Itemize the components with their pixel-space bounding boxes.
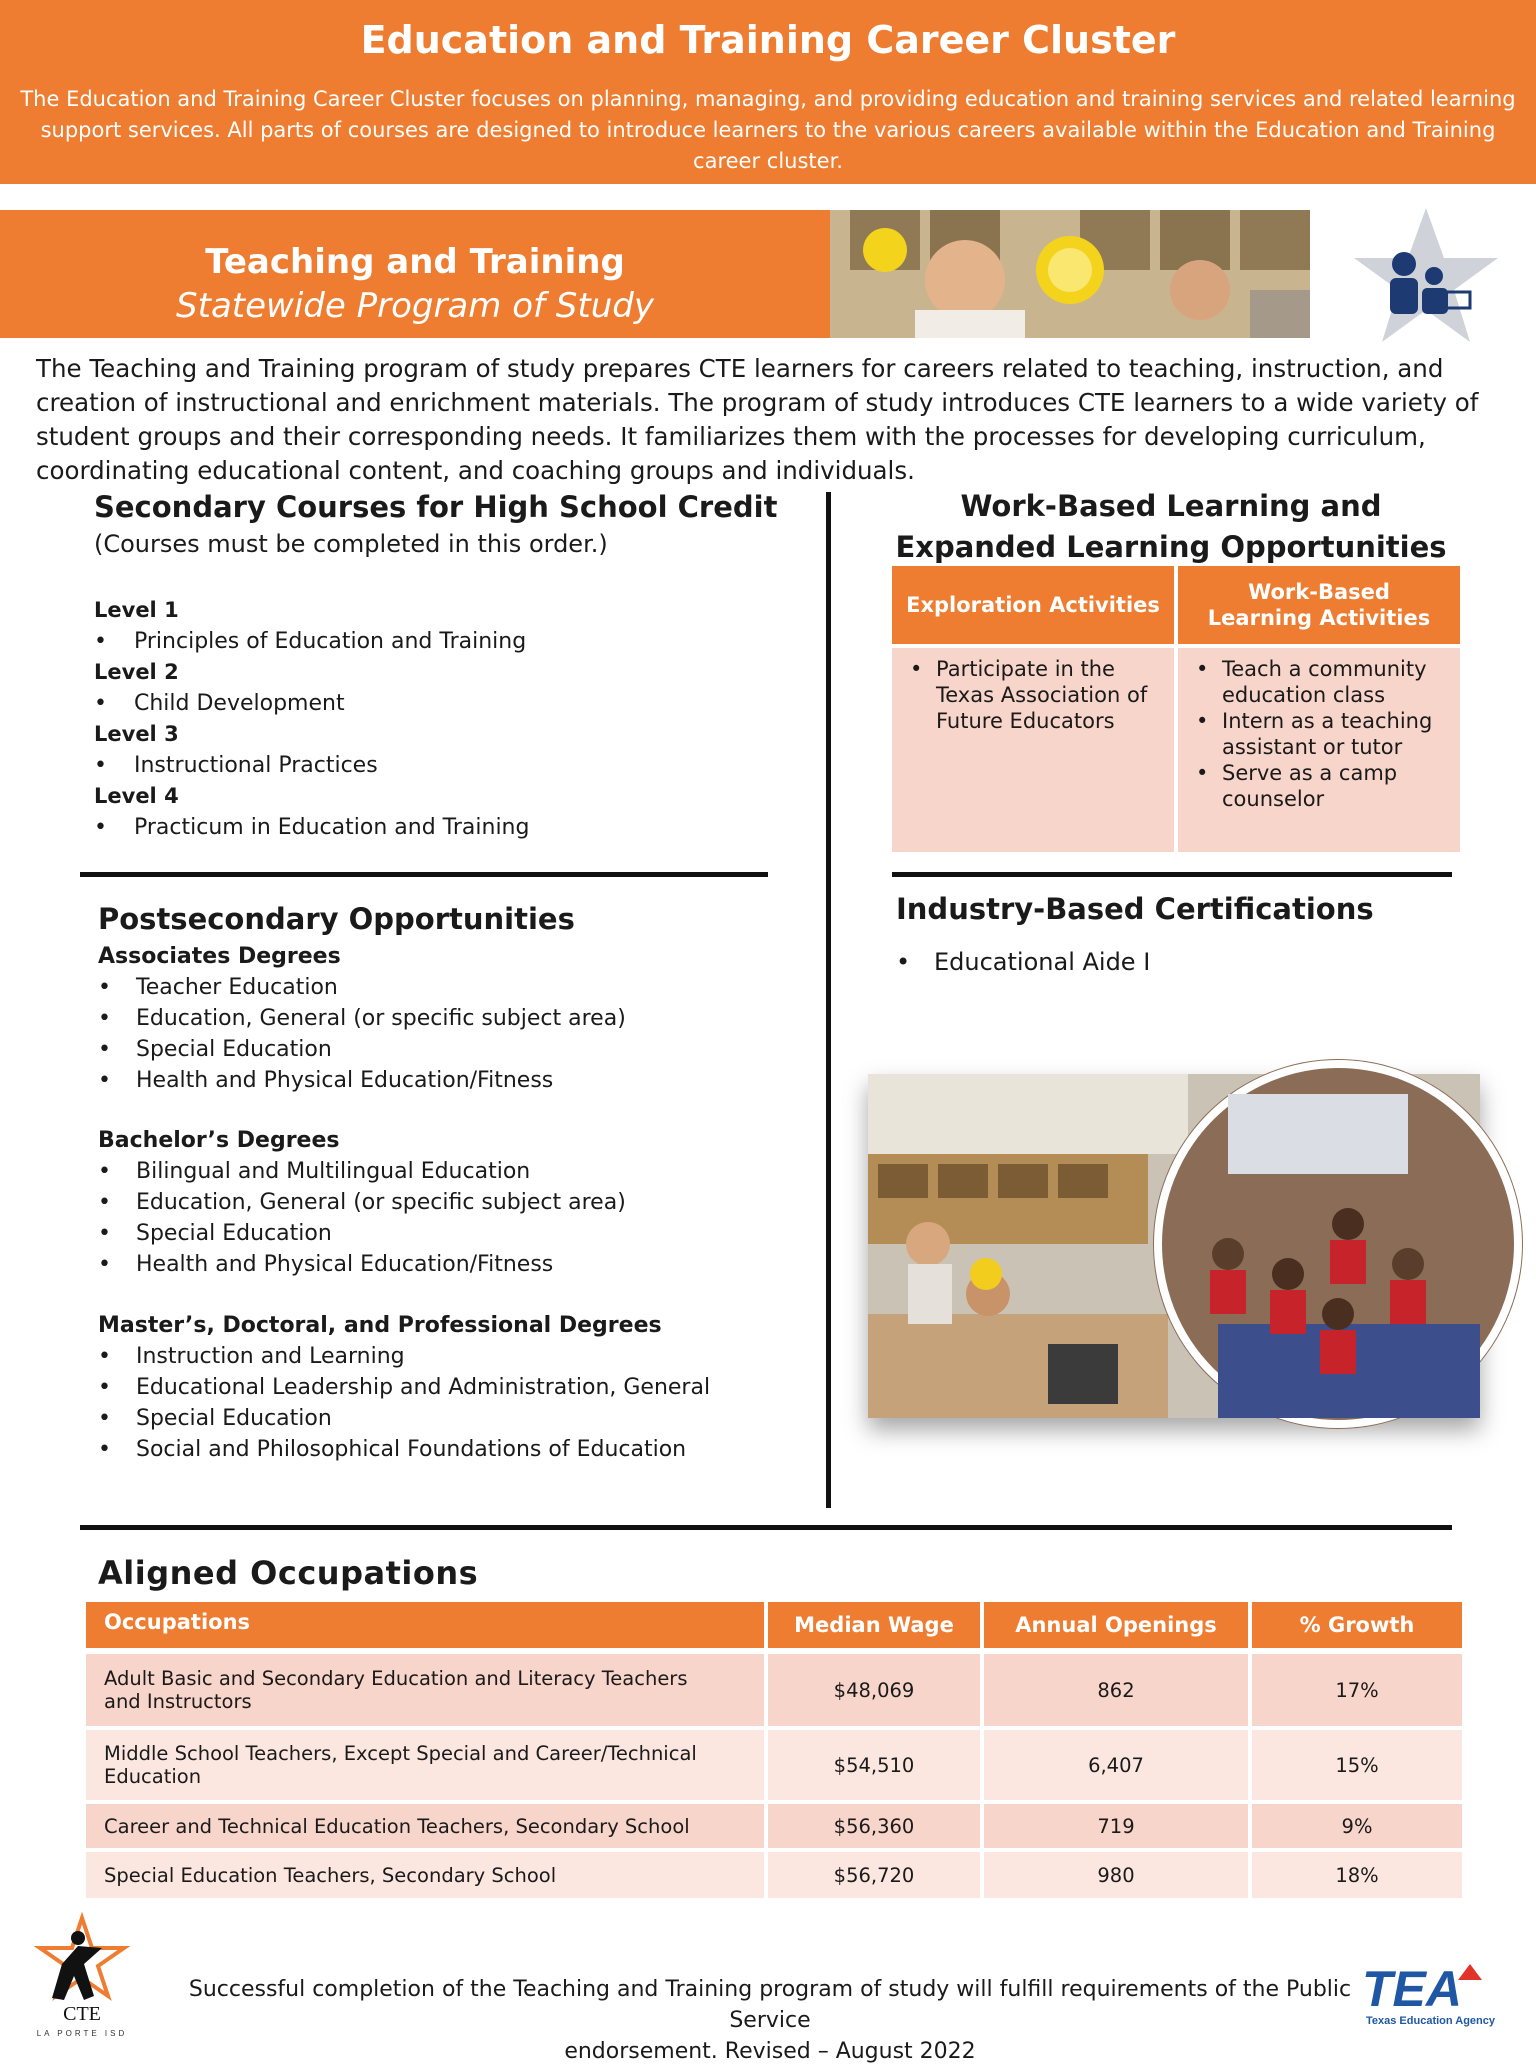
graduate-item: • Social and Philosophical Foundations of Education (98, 1437, 687, 1462)
wbl-table (892, 566, 1460, 852)
table-row-occupation: Career and Technical Education Teachers, Secondary School (86, 1804, 764, 1848)
table-row-occupation: Middle School Teachers, Except Special and Career/Technical Education (86, 1730, 764, 1800)
associates-item: • Special Education (98, 1037, 332, 1062)
table-row-openings: 980 (984, 1852, 1248, 1898)
table-row-growth: 17% (1252, 1654, 1462, 1726)
program-description: The Teaching and Training program of study prepares CTE learners for careers related to teaching, instruction, and creation of instructional and enrichment materials. The program of study introduces CTE learners to a wide variety of student groups and their corresponding needs. It familiarizes them with the processes for developing curriculum, coordinating educational content, and coaching groups and individuals. (36, 354, 1479, 485)
graduate-item: • Special Education (98, 1406, 332, 1431)
certifications-heading: Industry-Based Certifications (896, 892, 1374, 926)
level-2-label: Level 2 (94, 660, 179, 684)
occupations-table (86, 1602, 1462, 1898)
bachelors-item: • Health and Physical Education/Fitness (98, 1252, 554, 1277)
wbl-item: • Intern as a teaching assistant or tutor (1192, 708, 1452, 760)
table-row-openings: 862 (984, 1654, 1248, 1726)
level-2-course: • Child Development (94, 691, 345, 716)
right-section-divider (892, 872, 1452, 877)
cte-logo-subtext: LA PORTE ISD (36, 2029, 128, 2038)
occupations-column-header: Occupations (86, 1602, 764, 1648)
cluster-title: Education and Training Career Cluster (360, 18, 1176, 62)
associates-item: • Education, General (or specific subject area) (98, 1006, 626, 1031)
bachelors-heading: Bachelor’s Degrees (98, 1128, 340, 1153)
wbl-activities-header: Work-Based Learning Activities (1178, 566, 1460, 644)
wbl-item: • Serve as a camp counselor (1192, 760, 1452, 812)
table-row-openings: 719 (984, 1804, 1248, 1848)
table-row-wage: $48,069 (768, 1654, 980, 1726)
graduate-item: • Instruction and Learning (98, 1344, 405, 1369)
wbl-heading (880, 486, 1462, 568)
cte-logo (22, 1908, 142, 2040)
associates-heading: Associates Degrees (98, 944, 341, 969)
bachelors-item: • Education, General (or specific subject area) (98, 1190, 626, 1215)
table-row-occupation: Adult Basic and Secondary Education and Literacy Teachers and Instructors (86, 1654, 764, 1726)
left-section-divider (80, 872, 768, 877)
graduate-item: • Educational Leadership and Administration, General (98, 1375, 711, 1400)
footer-text (170, 1974, 1370, 2067)
cte-logo-text: CTE (63, 2003, 101, 2025)
tea-logo-text: TEA (1362, 1961, 1462, 2017)
annual-openings-column-header: Annual Openings (984, 1602, 1248, 1648)
cluster-header (0, 0, 1536, 184)
level-4-label: Level 4 (94, 784, 179, 808)
occupations-heading: Aligned Occupations (98, 1554, 479, 1592)
footer-line-1: Successful completion of the Teaching and Training program of study will fulfill requirements of the Public Service (188, 1977, 1352, 2033)
classroom-photo (868, 1074, 1480, 1418)
associates-item: • Health and Physical Education/Fitness (98, 1068, 554, 1093)
wbl-heading-line-1: Work-Based Learning and (960, 489, 1382, 523)
exploration-item: • Participate in the Texas Association of Future Educators (906, 656, 1166, 734)
teaching-star-icon (1352, 206, 1500, 344)
table-row-growth: 9% (1252, 1804, 1462, 1848)
bachelors-item: • Bilingual and Multilingual Education (98, 1159, 531, 1184)
tea-logo (1360, 1958, 1508, 2030)
level-3-course: • Instructional Practices (94, 753, 378, 778)
table-row-wage: $56,720 (768, 1852, 980, 1898)
occupations-divider (80, 1525, 1452, 1530)
table-row-wage: $54,510 (768, 1730, 980, 1800)
program-title: Teaching and Training (205, 242, 625, 282)
wbl-heading-line-2: Expanded Learning Opportunities (895, 530, 1447, 564)
certification-item: • Educational Aide I (896, 948, 1151, 976)
cluster-description: The Education and Training Career Cluster focuses on planning, managing, and providing education and training services and related learning support services. All parts of courses are designed to introduce learners to the various careers available within the Education and Training career cluster. (20, 87, 1516, 173)
wbl-activities-cell (1178, 648, 1460, 852)
tea-logo-subtext: Texas Education Agency (1366, 2015, 1495, 2027)
program-photo (830, 210, 1310, 338)
vertical-divider (826, 492, 831, 1508)
level-1-label: Level 1 (94, 598, 179, 622)
secondary-courses-heading: Secondary Courses for High School Credit (94, 490, 778, 524)
table-row-growth: 18% (1252, 1852, 1462, 1898)
level-1-course: • Principles of Education and Training (94, 629, 527, 654)
table-row-openings: 6,407 (984, 1730, 1248, 1800)
footer-line-2: endorsement. Revised – August 2022 (564, 2039, 976, 2064)
associates-item: • Teacher Education (98, 975, 338, 1000)
program-band (0, 210, 830, 338)
growth-column-header: % Growth (1252, 1602, 1462, 1648)
wbl-item: • Teach a community education class (1192, 656, 1452, 708)
table-row-occupation: Special Education Teachers, Secondary School (86, 1852, 764, 1898)
exploration-activities-cell (892, 648, 1174, 852)
level-4-course: • Practicum in Education and Training (94, 815, 530, 840)
program-subtitle: Statewide Program of Study (176, 286, 654, 326)
level-3-label: Level 3 (94, 722, 179, 746)
table-row-growth: 15% (1252, 1730, 1462, 1800)
bachelors-item: • Special Education (98, 1221, 332, 1246)
median-wage-column-header: Median Wage (768, 1602, 980, 1648)
graduate-heading: Master’s, Doctoral, and Professional Degrees (98, 1313, 662, 1338)
exploration-activities-header: Exploration Activities (892, 566, 1174, 644)
table-row-wage: $56,360 (768, 1804, 980, 1848)
secondary-courses-note: (Courses must be completed in this order.) (94, 530, 608, 558)
postsecondary-heading: Postsecondary Opportunities (98, 902, 575, 936)
